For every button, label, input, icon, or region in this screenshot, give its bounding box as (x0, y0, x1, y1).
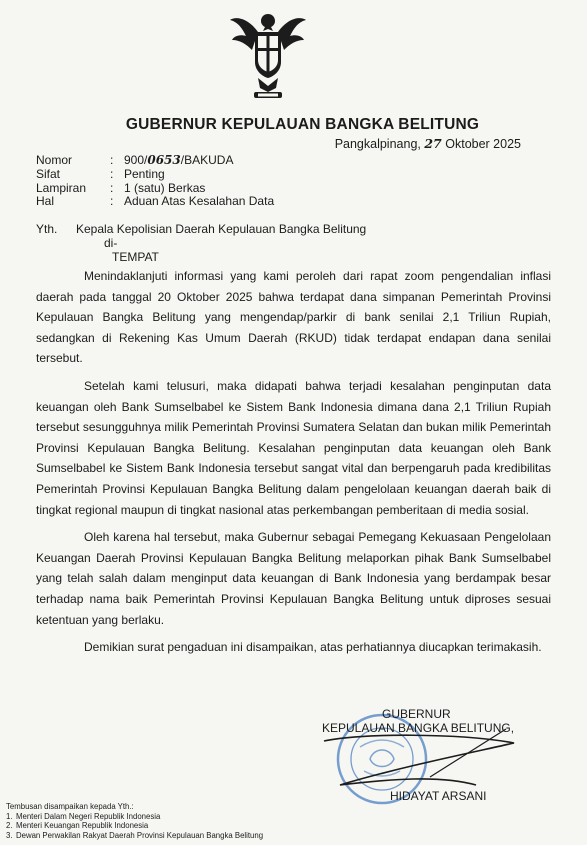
meta-label: Lampiran (36, 180, 87, 195)
letter-body (36, 266, 551, 665)
body-paragraph: Menindaklanjuti informasi yang kami peroleh dari rapat zoom pengendalian inflasi daerah pada tanggal 20 Oktober 2025 bahwa terdapat dana simpanan Pemerintah Provinsi Kepulauan Bangka Belitung yang mengendap/parkir di bank senilai 2,1 Triliun Rupiah, sedangkan di Rekening Kas Umum Daerah (RKUD) tidak terdapat endapan dana senilai tersebut. (36, 269, 551, 366)
signature-title-line1: GUBERNUR (382, 707, 451, 721)
recipient-label: Yth. (36, 222, 58, 236)
meta-value (124, 154, 233, 168)
meta-row-hal (36, 195, 274, 209)
cc-item-number: 2. (6, 821, 13, 831)
meta-row-nomor (36, 154, 274, 168)
meta-value-prefix: 900/ (124, 153, 148, 167)
meta-separator: : (110, 166, 114, 181)
cc-item-text: Dewan Perwakilan Rakyat Daerah Provinsi Kepulauan Bangka Belitung (16, 830, 264, 840)
body-paragraph: Setelah kami telusuri, maka didapati bahwa terjadi kesalahan penginputan data keuangan oleh Bank Sumselbabel ke Sistem Bank Indonesia dimana dana 2,1 Triliun Rupiah tersebut sesungguhnya milik Pemerintah Provinsi Sumatera Selatan dan bukan milik Pemerintah Provinsi Kepulauan Bangka Belitung. Kesalahan penginputan data keuangan oleh Bank Sumselbabel ke Sistem Bank Indonesia tersebut sangat vital dan berpengaruh pada kredibilitas Pemerintah Provinsi Kepulauan Bangka Belitung dalam pengelolaan keuangan daerah baik di tingkat regional maupun di tingkat nasional atas perkembangan pemberitaan di media sosial. (36, 378, 551, 517)
recipient-di: di- (104, 236, 118, 250)
meta-separator: : (110, 153, 114, 167)
cc-heading: Tembusan disampaikan kepada Yth.: (6, 802, 134, 811)
meta-value: Aduan Atas Kesalahan Data (124, 194, 275, 209)
recipient-block (36, 222, 366, 264)
date-day: 27 (424, 136, 442, 151)
carbon-copy-list (6, 802, 263, 840)
meta-label: Hal (36, 194, 55, 209)
recipient-place: TEMPAT (112, 250, 159, 264)
letter-heading: GUBERNUR KEPULAUAN BANGKA BELITUNG (125, 116, 480, 133)
cc-item-number: 1. (6, 811, 13, 821)
meta-value-suffix: /BAKUDA (180, 153, 234, 167)
cc-item (6, 831, 263, 841)
cc-item-number: 3. (6, 830, 13, 840)
meta-label: Nomor (36, 153, 73, 167)
body-paragraph: Oleh karena hal tersebut, maka Gubernur sebagai Pemegang Kekuasaan Pengelolaan Keuangan Daerah Provinsi Kepulauan Bangka Belitung melaporkan pihak Bank Sumselbabel yang telah salah dalam menginput data keuangan di Bank Indonesia yang berdampak besar terhadap nama baik Pemerintah Provinsi Kepulauan Bangka Belitung untuk diproses sesuai ketentuan yang berlaku. (36, 530, 551, 627)
signature-name: HIDAYAT ARSANI (390, 789, 487, 803)
cc-item (6, 821, 263, 831)
garuda-emblem-icon (228, 10, 308, 102)
signature-title-line2: KEPULAUAN BANGKA BELITUNG, (322, 721, 515, 735)
meta-separator: : (110, 180, 114, 195)
body-paragraph: Demikian surat pengaduan ini disampaikan, atas perhatiannya diucapkan terimakasih. (84, 640, 542, 655)
date-month-year: Oktober 2025 (445, 137, 521, 151)
handwritten-signature-icon (324, 735, 514, 785)
cc-item (6, 812, 263, 822)
meta-label: Sifat (36, 166, 61, 181)
meta-value: 1 (satu) Berkas (124, 180, 206, 195)
signature-block (300, 707, 560, 817)
meta-value: Penting (124, 166, 165, 181)
date-place: Pangkalpinang, (334, 137, 421, 151)
meta-separator: : (110, 194, 114, 209)
cc-item-text: Menteri Keuangan Republik Indonesia (16, 821, 149, 831)
letter-meta (36, 154, 274, 209)
meta-row-sifat (36, 168, 274, 182)
cc-item-text: Menteri Dalam Negeri Republik Indonesia (16, 811, 161, 821)
letter-date (335, 136, 521, 151)
meta-row-lampiran (36, 182, 274, 196)
recipient-name: Kepala Kepolisian Daerah Kepulauan Bangka Belitung (76, 222, 367, 236)
meta-value-handwritten: 0653 (147, 153, 181, 167)
